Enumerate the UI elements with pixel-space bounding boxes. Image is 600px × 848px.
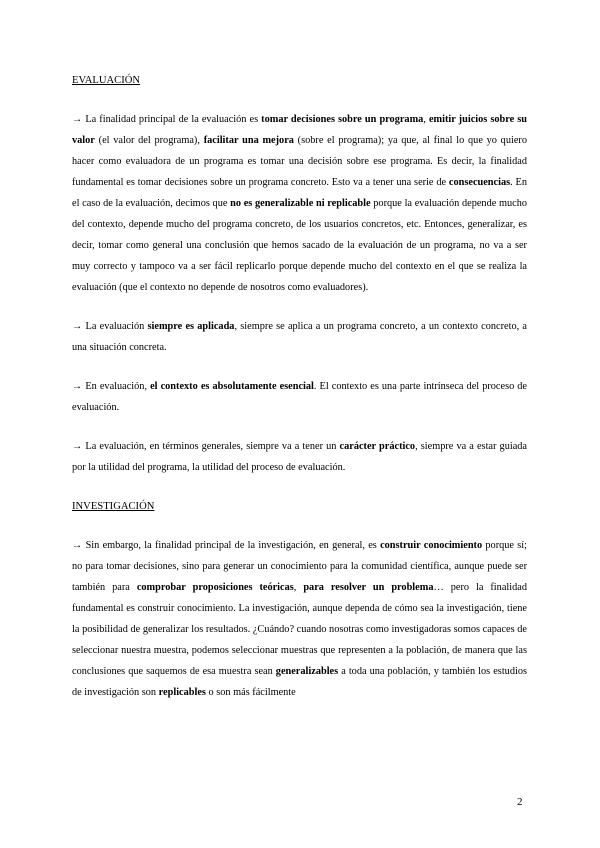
bold-phrase: generalizables (275, 666, 339, 677)
bold-phrase: tomar decisiones sobre un programa (261, 114, 424, 125)
paragraph: → La evaluación, en términos generales, siempre va a tener un carácter práctico, siempre va a estar guiada por la utilidad del programa, la utilidad del proceso de evaluación. (72, 441, 527, 473)
bold-phrase: el contexto es absolutamente esencial (150, 381, 314, 392)
paragraph: → Sin embargo, la finalidad principal de la investigación, en general, es construir conocimiento porque sí; no para tomar decisiones, sino para generar un conocimiento para la comunidad científica, aunque puede ser también para comprobar proposiciones teóricas, para resolver un problema… pero la finalidad fundamental es construir conocimiento. La investigación, aunque dependa de cómo sea la investigación, tiene la posibilidad de generalizar los resultados. ¿Cuándo? cuando nosotras como investigadoras somos capaces de seleccionar nuestra muestra, podemos seleccionar muestras que representen a la población, de manera que las conclusiones que saquemos de esa muestra sean generalizables a toda una población, y también los estudios de investigación son replicables o son más fácilmente (72, 540, 527, 698)
bold-phrase: siempre es aplicada (147, 321, 235, 332)
bold-phrase: emitir juicios sobre su valor (72, 114, 527, 146)
paragraph: → La evaluación siempre es aplicada, siempre se aplica a un programa concreto, a un contexto concreto, a una situación concreta. (72, 321, 527, 353)
bold-phrase: para resolver un problema (303, 582, 434, 593)
document-page (72, 70, 527, 721)
bold-phrase: replicables (158, 687, 206, 698)
section-investigacion (72, 496, 527, 703)
section-heading: EVALUACIÓN (72, 75, 141, 86)
bold-phrase: carácter práctico (339, 441, 416, 452)
bold-phrase: consecuencias (448, 177, 511, 188)
section-evaluacion (72, 70, 527, 478)
page-number: 2 (517, 796, 523, 808)
bold-phrase: facilitar una mejora (203, 135, 294, 146)
paragraph: → En evaluación, el contexto es absolutamente esencial. El contexto es una parte intrínseca del proceso de evaluación. (72, 381, 528, 413)
bold-phrase: comprobar proposiciones teóricas (136, 582, 294, 593)
bold-phrase: no es generalizable ni replicable (230, 198, 371, 209)
section-heading: INVESTIGACIÓN (72, 501, 155, 512)
bold-phrase: construir conocimiento (380, 540, 483, 551)
paragraph: → La finalidad principal de la evaluación es tomar decisiones sobre un programa, emitir juicios sobre su valor (el valor del programa), facilitar una mejora (sobre el programa); ya que, al final lo que yo quiero hacer como evaluadora de un programa es tomar una decisión sobre ese programa. Es decir, la finalidad fundamental es tomar decisiones sobre un programa concreto. Esto va a tener una serie de consecuencias. En el caso de la evaluación, decimos que no es generalizable ni replicable porque la evaluación depende mucho del contexto, depende mucho del programa concreto, de los usuarios concretos, etc. Entonces, generalizar, es decir, tomar como general una conclusión que hemos sacado de la evaluación de un programa, no va a ser muy correcto y tampoco va a ser fácil replicarlo porque depende mucho del contexto en el que se realiza la evaluación (que el contexto no depende de nosotros como evaluadores). (72, 114, 528, 293)
